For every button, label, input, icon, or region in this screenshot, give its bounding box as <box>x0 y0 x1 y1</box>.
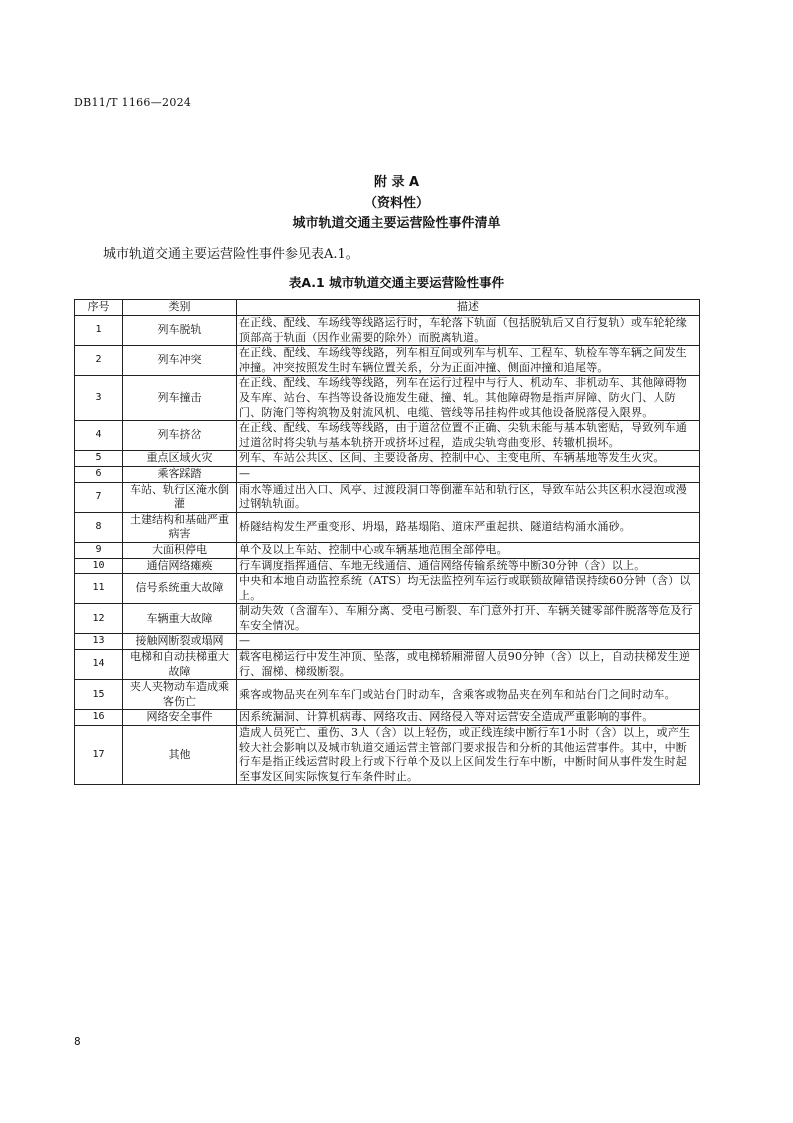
row-description: — <box>237 466 700 482</box>
row-category: 大面积停电 <box>123 542 237 558</box>
row-category: 车辆重大故障 <box>123 604 237 634</box>
row-number: 10 <box>75 558 123 574</box>
table-row <box>75 482 700 512</box>
row-description: 雨水等通过出入口、风亭、过渡段洞口等倒灌车站和轨行区，导致车站公共区积水浸泡或漫过钢轨轨面。 <box>237 482 700 512</box>
table-row <box>75 512 700 542</box>
row-description: 制动失效（含溜车）、车厢分离、受电弓断裂、车门意外打开、车辆关键零部件脱落等危及行车安全情况。 <box>237 604 700 634</box>
row-number: 2 <box>75 346 123 376</box>
row-description: 单个及以上车站、控制中心或车辆基地范围全部停电。 <box>237 542 700 558</box>
table-row <box>75 574 700 604</box>
table-caption: 表A.1 城市轨道交通主要运营险性事件 <box>288 275 505 290</box>
page-number: 8 <box>74 1035 81 1048</box>
table-row <box>75 421 700 451</box>
row-category: 列车挤岔 <box>123 421 237 451</box>
row-category: 信号系统重大故障 <box>123 574 237 604</box>
appendix-name: 城市轨道交通主要运营险性事件清单 <box>292 216 501 231</box>
row-description: 桥隧结构发生严重变形、坍塌，路基塌陷、道床严重起拱、隧道结构涌水涌砂。 <box>237 512 700 542</box>
row-number: 13 <box>75 634 123 650</box>
row-description: 在正线、配线、车场线等线路，列车相互间或列车与机车、工程车、轨检车等车辆之间发生冲撞。冲突按照发生时车辆位置关系，分为正面冲撞、侧面冲撞和追尾等。 <box>237 346 700 376</box>
row-category: 重点区域火灾 <box>123 451 237 467</box>
row-category: 土建结构和基础严重病害 <box>123 512 237 542</box>
table-row <box>75 726 700 785</box>
row-number: 16 <box>75 710 123 726</box>
column-header-no: 序号 <box>75 300 123 316</box>
appendix-title: 附 录 A <box>373 175 420 190</box>
row-category: 列车冲突 <box>123 346 237 376</box>
row-category: 列车脱轨 <box>123 316 237 346</box>
row-number: 1 <box>75 316 123 346</box>
table-row <box>75 634 700 650</box>
row-number: 9 <box>75 542 123 558</box>
row-description: 乘客或物品夹在列车车门或站台门时动车，含乘客或物品夹在列车和站台门之间时动车。 <box>237 680 700 710</box>
table-row <box>75 542 700 558</box>
table-row <box>75 346 700 376</box>
table-header-row <box>75 300 700 316</box>
row-description: — <box>237 634 700 650</box>
row-number: 6 <box>75 466 123 482</box>
column-header-description: 描述 <box>237 300 700 316</box>
table-row <box>75 451 700 467</box>
intro-paragraph: 城市轨道交通主要运营险性事件参见表A.1。 <box>103 247 359 262</box>
table-row <box>75 376 700 421</box>
appendix-nature: （资料性） <box>363 196 429 211</box>
row-description: 在正线、配线、车场线等线路运行时，车轮落下轨面（包括脱轨后又自行复轨）或车轮轮缘顶部高于轨面（因作业需要的除外）而脱离轨道。 <box>237 316 700 346</box>
row-category: 夹人夹物动车造成乘客伤亡 <box>123 680 237 710</box>
row-number: 12 <box>75 604 123 634</box>
row-category: 通信网络瘫痪 <box>123 558 237 574</box>
row-number: 4 <box>75 421 123 451</box>
row-number: 11 <box>75 574 123 604</box>
table-row <box>75 710 700 726</box>
row-category: 其他 <box>123 726 237 785</box>
row-description: 造成人员死亡、重伤、3人（含）以上轻伤，或正线连续中断行车1小时（含）以上，或产生较大社会影响以及城市轨道交通运营主管部门要求报告和分析的其他运营事件。其中，中断行车是指正线运营时段上行或下行单个及以上区间发生行车中断，中断时间从事件发生时起至事发区间实际恢复行车条件时止。 <box>237 726 700 785</box>
table-row <box>75 466 700 482</box>
table-row <box>75 650 700 680</box>
row-number: 15 <box>75 680 123 710</box>
row-category: 接触网断裂或塌网 <box>123 634 237 650</box>
table-row <box>75 558 700 574</box>
row-description: 列车、车站公共区、区间、主要设备房、控制中心、主变电所、车辆基地等发生火灾。 <box>237 451 700 467</box>
column-header-category: 类别 <box>123 300 237 316</box>
row-number: 5 <box>75 451 123 467</box>
row-description: 因系统漏洞、计算机病毒、网络攻击、网络侵入等对运营安全造成严重影响的事件。 <box>237 710 700 726</box>
table-row <box>75 316 700 346</box>
row-category: 电梯和自动扶梯重大故障 <box>123 650 237 680</box>
row-number: 17 <box>75 726 123 785</box>
row-number: 3 <box>75 376 123 421</box>
row-category: 列车撞击 <box>123 376 237 421</box>
standard-code: DB11/T 1166—2024 <box>74 96 192 109</box>
row-description: 中央和本地自动监控系统（ATS）均无法监控列车运行或联锁故障错误持续60分钟（含）以上。 <box>237 574 700 604</box>
row-description: 载客电梯运行中发生冲顶、坠落，或电梯轿厢滞留人员90分钟（含）以上，自动扶梯发生逆行、溜梯、梯级断裂。 <box>237 650 700 680</box>
row-description: 在正线、配线、车场线等线路，列车在运行过程中与行人、机动车、非机动车、其他障碍物及车库、站台、车挡等设备设施发生碰、撞、轧。其他障碍物是指声屏障、防火门、人防门、防淹门等构筑物及射流风机、电缆、管线等吊挂构件或其他设备脱落侵入限界。 <box>237 376 700 421</box>
row-category: 网络安全事件 <box>123 710 237 726</box>
row-category: 乘客踩踏 <box>123 466 237 482</box>
row-description: 在正线、配线、车场线等线路，由于道岔位置不正确、尖轨未能与基本轨密贴，导致列车通过道岔时将尖轨与基本轨挤开或挤坏过程，造成尖轨弯曲变形、转辙机损坏。 <box>237 421 700 451</box>
row-description: 行车调度指挥通信、车地无线通信、通信网络传输系统等中断30分钟（含）以上。 <box>237 558 700 574</box>
row-category: 车站、轨行区淹水倒灌 <box>123 482 237 512</box>
row-number: 7 <box>75 482 123 512</box>
row-number: 14 <box>75 650 123 680</box>
row-number: 8 <box>75 512 123 542</box>
table-row <box>75 680 700 710</box>
table-body <box>75 316 700 785</box>
table-row <box>75 604 700 634</box>
events-table <box>74 299 700 785</box>
